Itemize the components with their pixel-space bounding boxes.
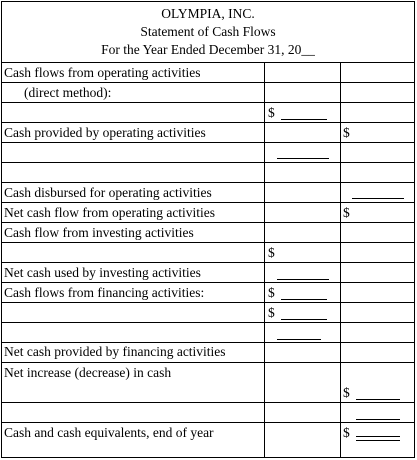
- currency-sign: $: [343, 205, 350, 220]
- amount-cell-left[interactable]: [267, 342, 339, 362]
- statement-row: [2, 362, 414, 402]
- statement-row: [2, 302, 414, 322]
- amount-cell-left[interactable]: [267, 202, 339, 222]
- row-label: Cash flow from investing activities: [4, 225, 194, 240]
- amount-cell-left[interactable]: [267, 62, 339, 82]
- statement-row: [2, 62, 414, 82]
- answer-blank-line: [277, 158, 329, 159]
- amount-cell-left[interactable]: [267, 262, 339, 282]
- row-label: Cash and cash equivalents, end of year: [4, 425, 214, 440]
- amount-cell-left[interactable]: [267, 402, 339, 422]
- currency-sign: $: [268, 305, 275, 320]
- row-label: Net cash flow from operating activities: [4, 205, 216, 220]
- cash-flow-statement: [1, 1, 415, 458]
- amount-cell-right[interactable]: [342, 402, 414, 422]
- currency-sign: $: [343, 425, 350, 440]
- amount-cell-right[interactable]: [342, 122, 414, 142]
- statement-row: [2, 402, 414, 422]
- row-label: Cash disbursed for operating activities: [4, 185, 212, 200]
- currency-sign: $: [268, 105, 275, 120]
- amount-cell-left[interactable]: [267, 222, 339, 242]
- answer-blank-line: [356, 419, 400, 420]
- company-name: OLYMPIA, INC.: [161, 6, 255, 21]
- amount-cell-right[interactable]: [342, 262, 414, 282]
- statement-row: [2, 342, 414, 362]
- answer-blank-line: [356, 440, 400, 441]
- amount-cell-right[interactable]: [342, 242, 414, 262]
- statement-row: [2, 282, 414, 302]
- amount-cell-left[interactable]: [267, 362, 339, 402]
- statement-row: [2, 422, 414, 457]
- answer-blank-line: [356, 436, 400, 437]
- answer-blank-line: [277, 279, 329, 280]
- amount-cell-left[interactable]: [267, 302, 339, 322]
- row-label: Cash provided by operating activities: [4, 125, 206, 140]
- amount-cell-left[interactable]: [267, 122, 339, 142]
- amount-cell-right[interactable]: [342, 142, 414, 162]
- amount-cell-left[interactable]: [267, 162, 339, 182]
- amount-cell-right[interactable]: [342, 182, 414, 202]
- amount-cell-right[interactable]: [342, 282, 414, 302]
- row-label: Net increase (decrease) in cash: [4, 365, 172, 380]
- amount-cell-right[interactable]: [342, 82, 414, 102]
- statement-row: [2, 142, 414, 162]
- answer-blank-line: [352, 198, 404, 199]
- row-label: Cash flows from operating activities: [4, 65, 201, 80]
- currency-sign: $: [268, 285, 275, 300]
- amount-cell-left[interactable]: [267, 422, 339, 457]
- amount-cell-right[interactable]: [342, 362, 414, 402]
- amount-cell-right[interactable]: [342, 342, 414, 362]
- currency-sign: $: [268, 245, 275, 260]
- statement-row: [2, 222, 414, 242]
- answer-blank-line: [281, 299, 327, 300]
- answer-blank-line: [281, 319, 327, 320]
- amount-cell-left[interactable]: [267, 142, 339, 162]
- amount-cell-right[interactable]: [342, 102, 414, 122]
- amount-cell-left[interactable]: [267, 182, 339, 202]
- statement-row: [2, 242, 414, 262]
- amount-cell-left[interactable]: [267, 242, 339, 262]
- answer-blank-line: [281, 119, 327, 120]
- statement-row: [2, 322, 414, 342]
- amount-cell-left[interactable]: [267, 102, 339, 122]
- statement-title: Statement of Cash Flows: [140, 24, 276, 39]
- answer-blank-line: [277, 339, 321, 340]
- amount-cell-right[interactable]: [342, 422, 414, 457]
- statement-row: [2, 202, 414, 222]
- currency-sign: $: [343, 385, 350, 400]
- currency-sign: $: [343, 125, 350, 140]
- amount-cell-left[interactable]: [267, 282, 339, 302]
- amount-cell-right[interactable]: [342, 302, 414, 322]
- statement-row: [2, 122, 414, 142]
- amount-cell-right[interactable]: [342, 202, 414, 222]
- row-label: Net cash used by investing activities: [4, 265, 201, 280]
- row-label: Cash flows from financing activities:: [4, 285, 205, 300]
- row-label: (direct method):: [24, 85, 112, 100]
- statement-row: [2, 102, 414, 122]
- amount-cell-right[interactable]: [342, 162, 414, 182]
- statement-row: [2, 182, 414, 202]
- amount-cell-right[interactable]: [342, 222, 414, 242]
- amount-cell-left[interactable]: [267, 82, 339, 102]
- answer-blank-line: [356, 399, 400, 400]
- statement-row: [2, 262, 414, 282]
- amount-cell-right[interactable]: [342, 322, 414, 342]
- statement-period: For the Year Ended December 31, 20__: [101, 42, 315, 57]
- amount-cell-left[interactable]: [267, 322, 339, 342]
- statement-row: [2, 82, 414, 102]
- statement-row: [2, 162, 414, 182]
- row-label: Net cash provided by financing activities: [4, 344, 226, 359]
- amount-cell-right[interactable]: [342, 62, 414, 82]
